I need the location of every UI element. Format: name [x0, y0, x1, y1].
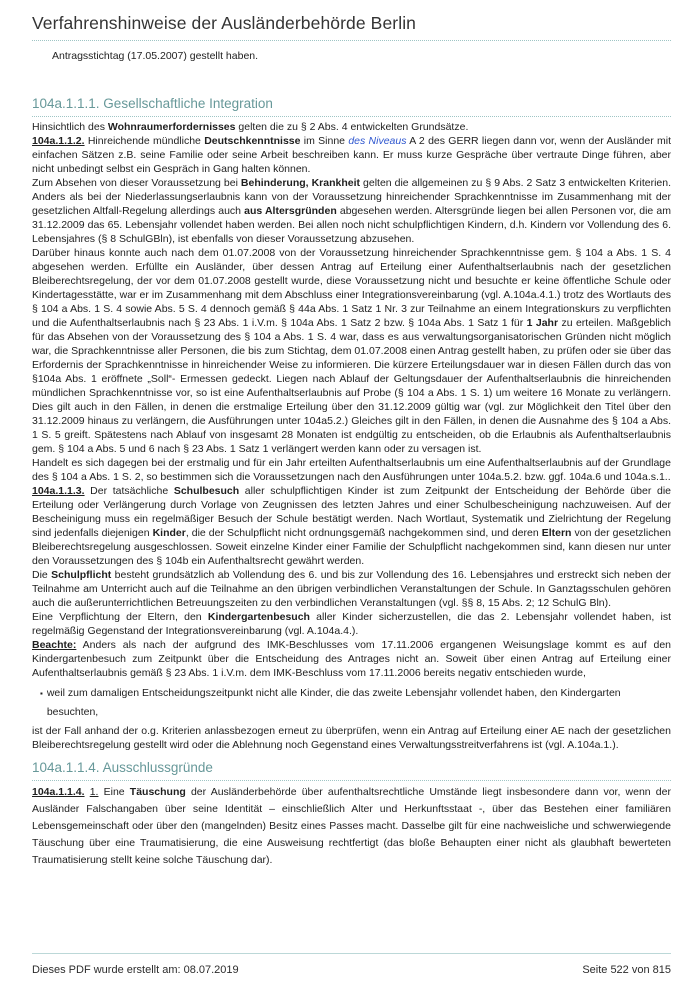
text-run: Anders als nach der aufgrund des IMK-Beschlusses vom 17.11.2006 ergangenen Weisungslage kommt es auf den Kindergartenbesuch zum Zeitpunkt über die Entscheidung des Antrages nicht an. Soweit über einen Antrag auf Erteilung einer Aufenthaltserlaubnis gemäß § 23 Abs. 1 i.V.m. dem IMK-Beschluss vom 17.11.2006 bereits negativ entschieden wurde, [32, 639, 671, 679]
footer-page-number: Seite 522 von 815 [582, 964, 671, 976]
bullet-item [40, 684, 671, 722]
document-body [0, 96, 700, 869]
section-heading: 104a.1.1.4. Ausschlussgründe [32, 760, 671, 781]
text-run: Behinderung, Krankheit [240, 177, 361, 189]
page-footer [32, 953, 671, 976]
text-run: Wohnraumerfordernisses [107, 121, 236, 133]
footer-row [32, 964, 671, 976]
paragraph [32, 134, 671, 176]
text-run: A 2 des GERR liegen dann vor, wenn der Ausländer mit einfachen Sätzen z.B. seine Familie oder seine Arbeit beschreiben kann. Er muss kurze Gespräche über vertraute Dinge führen, aber nicht unbedingt selbst ein Gespräch in Gang halten können. [32, 135, 672, 175]
text-run: Kinder [152, 527, 186, 539]
text-run: Täuschung [129, 786, 186, 798]
text-run: Darüber hinaus konnte auch nach dem 01.07.2008 von der Voraussetzung hinreichender Sprachkenntnisse gem. § 104 a Abs. 1 S. 4 abgesehen werden. Erfüllte ein Ausländer, über dessen Antrag auf Erteilung einer Aufenthaltserlaubnis nach der gesetzlichen Bleiberechtsregelung, der vor dem 01.07.2008 gestellt wurde, diese Voraussetzung nicht und besuchte er keine öffentliche Schule oder Kindertagesstätte, war er im Zusammenhang mit dem Abschluss einer Integrationsvereinbarung (vgl. A.104a.4.1.) trotz des Wortlauts des § 104 a Abs. 1 S. 4 sowie Abs. 5 S. 4 dennoch gemäß § 44a Abs. 1 Satz 1 Nr. 3 zur Teilnahme an einem Integrationskurs zu verpflichten und die Aufenthaltserlaubnis nach § 23 Abs. 1 i.V.m. § 104a Abs. 1 Satz 2 bzw. § 104a Abs. 1 Satz 1 für [32, 247, 671, 329]
paragraph [32, 784, 671, 869]
text-run: Hinsichtlich des [32, 121, 108, 133]
text-run: 104a.1.1.2. [32, 135, 85, 147]
text-run: Hinreichende mündliche [84, 135, 205, 147]
footer-rule [32, 953, 671, 954]
niveau-link[interactable]: des Niveaus [348, 135, 407, 147]
text-run: ist der Fall anhand der o.g. Kriterien anlassbezogen erneut zu überprüfen, wenn ein Antrag auf Erteilung einer AE nach der gesetzlichen Bleiberechtsregelung gestellt wird oder die Ablehnung noch Gegenstand eines Verwaltungsstreitverfahrens ist (vgl. A.104a.1.). [32, 725, 671, 751]
text-run: abgesehen werden. Altersgründe liegen bei allen Personen vor, die am 31.12.2009 das 65. Lebensjahr vollendet haben werden. Bei allen noch nicht schulpflichtigen Kindern, d.h. Kindern vor Vollendung des 6. Lebensjahres (§ 8 SchulGBln), ist ebenfalls von dieser Voraussetzung abzusehen. [32, 205, 671, 245]
text-run: Der tatsächliche [84, 485, 174, 497]
text-run: Kindergartenbesuch [207, 611, 310, 623]
text-run: 104a.1.1.3. [32, 485, 85, 497]
bullet-square-icon: ▪ [40, 689, 43, 698]
document-title: Verfahrenshinweise der Ausländerbehörde Berlin [32, 13, 671, 41]
text-run: aller Kinder sicherzustellen, die das 2. Lebensjahr vollendet haben, ist regelmäßig Gegenstand der Integrationsvereinbarung (vgl. A.104a.4.). [32, 611, 671, 637]
paragraph [32, 638, 671, 680]
paragraph [32, 176, 671, 246]
document-header [0, 0, 700, 62]
section-heading: 104a.1.1.1. Gesellschaftliche Integration [32, 96, 671, 117]
text-run: 1. [89, 786, 99, 798]
text-run: gelten die allgemeinen zu § 9 Abs. 2 Satz 3 entwickelten Kriterien. Anders als bei der Niederlassungserlaubnis kann von der Voraussetzung hinreichender Sprachkenntnisse im Zusammenhang mit der gesetzlichen Altfall-Regelung allerdings auch [32, 177, 671, 217]
text-run: Zum Absehen von dieser Voraussetzung bei [32, 177, 241, 189]
text-run: Eltern [541, 527, 572, 539]
text-run: Schulpflicht [51, 569, 112, 581]
text-run: Deutschkenntnisse [204, 135, 301, 147]
intro-line: Antragsstichtag (17.05.2007) gestellt haben. [52, 50, 259, 62]
text-run: Die [32, 569, 52, 581]
bullet-text: weil zum damaligen Entscheidungszeitpunkt nicht alle Kinder, die das zweite Lebensjahr vollendet haben, den Kindergarten besuchten, [46, 687, 621, 718]
paragraph [32, 456, 671, 484]
text-run: von der gesetzlichen Bleiberechtsregelung ausgeschlossen. Soweit einzelne Kinder einer Familie der Schulpflicht nachgekommen sind, kann diesen nur unter den Voraussetzungen des § 104b ein Aufenthaltsrecht gewährt werden. [32, 527, 671, 567]
text-run: aller schulpflichtigen Kinder ist zum Zeitpunkt der Entscheidung der Behörde über die Erteilung oder Verlängerung durch Vorlage von Zeugnissen des letzten Jahres und einer Schulbescheinigung nachzuweisen. Auf der Bescheinigung muss ein regelmäßiger Besuch der Schule bestätigt werden. Nach Wortlaut, Systematik und Zielrichtung der Regelung sind jedenfalls diejenigen [32, 485, 671, 539]
paragraph [32, 610, 671, 638]
text-run: aus Altersgründen [244, 205, 337, 217]
text-run: Eine [98, 786, 130, 798]
text-run: Beachte: [32, 639, 77, 651]
paragraph [32, 484, 671, 568]
paragraph [32, 568, 671, 610]
paragraph [32, 246, 671, 456]
text-run: Handelt es sich dagegen bei der erstmalig und für ein Jahr erteilten Aufenthaltserlaubnis um eine Aufenthaltserlaubnis auf der Grundlage des § 104 a Abs. 1 S. 2, so bestimmen sich die Voraussetzungen nach den Ausführungen unter 104a.5.2. bzw. ggf. 104a.6 und 104a.s.1.. [32, 457, 671, 483]
text-run: zu erteilen. Maßgeblich für das Absehen von der Voraussetzung des § 104 a Abs. 1 S. 4 war, dass es aus verwaltungsorganisatorischen Gründen nicht möglich war, die Sprachkenntnisse aller Personen, die bis zum Stichtag, dem 01.07.2008 einen Antrag gestellt haben, zu prüfen oder sie über das Erfordernis der Sprachkenntnisse in hinreichender Weise zu informieren. Die kürzere Erteilungsdauer war in diesen Fällen durch das von §104a Abs. 1 eröffnete „Soll“- Ermessen gedeckt. Liegen nach Ablauf der Geltungsdauer der Aufenthaltserlaubnis die hinreichenden mündlichen Sprachkenntnisse vor, so ist eine Aufenthaltserlaubnis auf Probe (§ 104 a Abs. 1 S. 1) um weitere 16 Monate zu verlängern. Dies gilt auch in den Fällen, in denen die erstmalige Erteilung über den 31.12.2009 gültig war (vgl. zur Möglichkeit den Titel über den 31.12.2009 hinaus zu verlängern, die Ausführungen unter 104a5.2.) Gleiches gilt in den Fällen, in denen die Ausnahme des § 104 a Abs. 1 S. 5 greift. Spätestens nach Ablauf von insgesamt 28 Monaten ist endgültig zu entscheiden, ob die Erlaubnis als Aufenthaltserlaubnis gem. § 104 a Abs. 5 und 6 nach § 23 Abs. 1 Satz 1 verlängert werden kann oder zu versagen ist. [32, 317, 671, 455]
paragraph [32, 724, 671, 752]
text-run: im Sinne [300, 135, 349, 147]
text-run: Schulbesuch [173, 485, 240, 497]
text-run: Eine Verpflichtung der Eltern, den [32, 611, 208, 623]
text-run: besteht grundsätzlich ab Vollendung des 6. und bis zur Vollendung des 16. Lebensjahres und erstreckt sich neben der Teilnahme am Unterricht auch auf die Teilnahme an den übrigen verbindlichen Veranstaltungen der Schule. In Ganztagsschulen gehören auch die außerunterrichtlichen Betreuungszeiten zu den verbindlichen Veranstaltungen (vgl. §§ 8, 15 Abs. 2; 12 SchulG Bln). [32, 569, 671, 609]
footer-created-text: Dieses PDF wurde erstellt am: 08.07.2019 [32, 964, 239, 976]
text-run: der Ausländerbehörde über aufenthaltsrechtliche Umstände liegt insbesondere dann vor, wenn der Ausländer Falschangaben über seine Identität – einschließlich Alter und Herkunftsstaat -, über das Bestehen einer familiären Lebensgemeinschaft oder über den (mangelnden) Besitz eines Passes macht. Dasselbe gilt für eine nachweisliche und schwerwiegende Täuschung über eine Traumatisierung, die eine Ausweisung rechtfertigt (das bloße Behaupten einer nicht als glaubhaft bewerteten Traumatisierung stellt keine solche Täuschung dar). [32, 786, 671, 866]
text-run: , die der Schulpflicht nicht ordnungsgemäß nachgekommen sind, und deren [185, 527, 542, 539]
paragraph [32, 120, 671, 134]
text-run: gelten die zu § 2 Abs. 4 entwickelten Grundsätze. [235, 121, 469, 133]
text-run: 1 Jahr [526, 317, 559, 329]
text-run: 104a.1.1.4. [32, 786, 85, 798]
